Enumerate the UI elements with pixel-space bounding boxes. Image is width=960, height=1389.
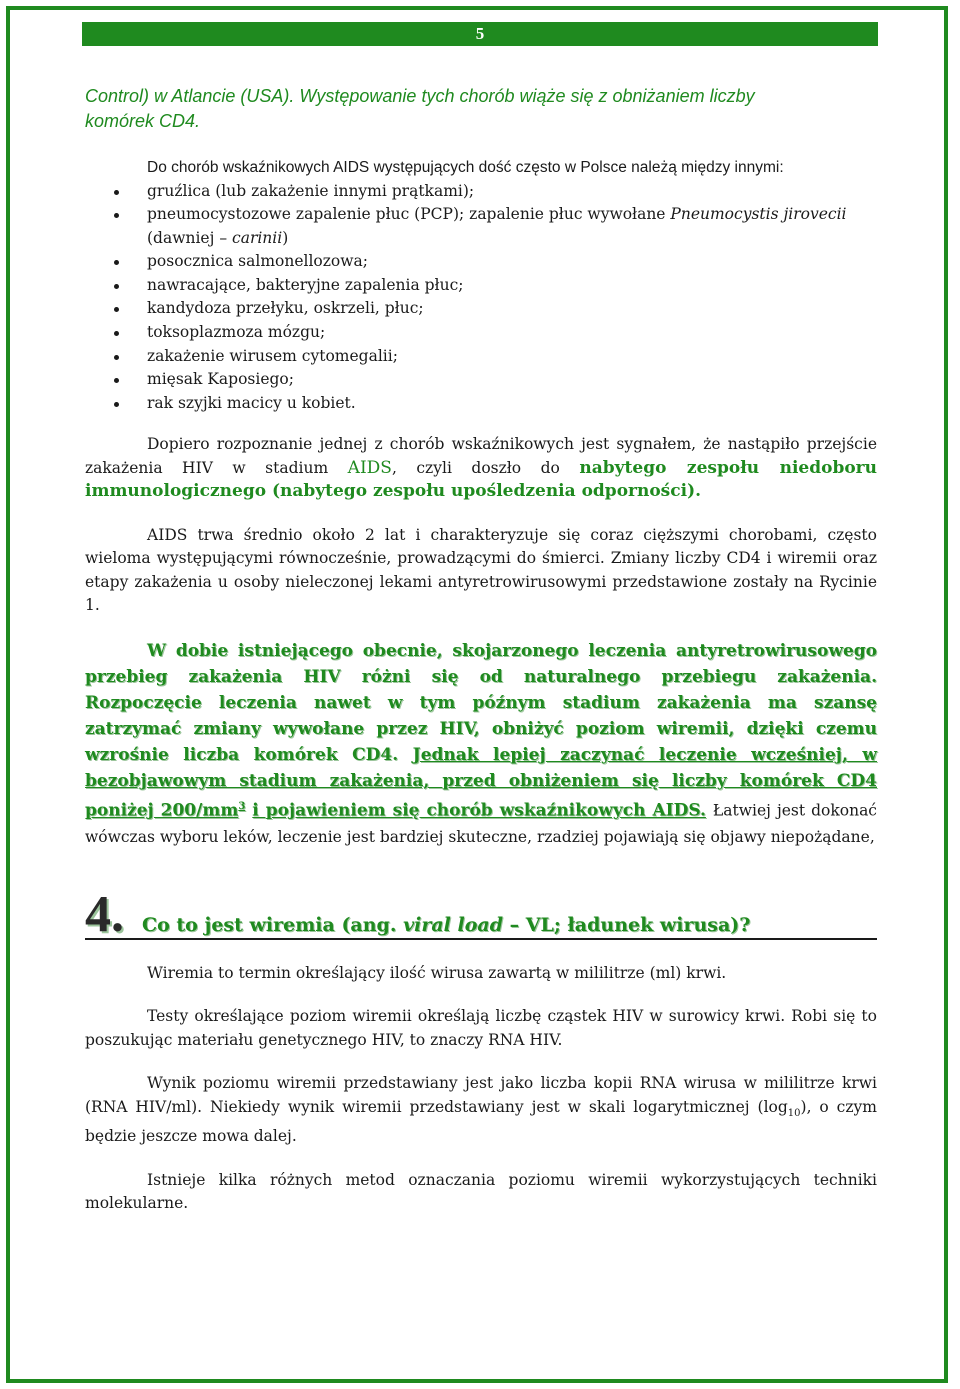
treatment-underlined-text: Jednak lepiej zaczynać leczenie wcześniej, w bezobjawowym stadium zakażenia, przed obniżeniem się liczby komórek CD4 poniżej 200/mm (85, 744, 878, 821)
section-4-heading (85, 878, 877, 943)
page-number-bar (82, 22, 878, 46)
treatment-paragraph: W dobie istniejącego obecnie, skojarzonego leczenia antyretrowirusowego przebieg zakażenia HIV różni się od naturalnego przebiegu zakażenia. Rozpoczęcie leczenia nawet w tym późnym stadium zakażenia ma szansę zatrzymać zmiany wywołane przez HIV, obniżyć poziom wiremii, dzięki czemu wzrośnie liczba komórek CD4. Jednak lepiej zaczynać leczenie wcześniej, w bezobjawowym stadium zakażenia, przed obniżeniem się liczby komórek CD4 poniżej $200/mm^3$ i pojawieniem się chorób wskaźnikowych AIDS. Łatwiej jest dokonać wówczas wyboru leków, leczenie jest bardziej skuteczne, rzadziej pojawiają się objawy niepożądane, (85, 640, 878, 846)
list-item: nawracające, bakteryjne zapalenia płuc; (85, 274, 877, 298)
list-item: pneumocystozowe zapalenie płuc (PCP); zapalenie płuc wywołane Pneumocystis jirovecii (dawniej – carinii) (85, 203, 877, 250)
list-item: gruźlica (lub zakażenie innymi prątkami); (85, 180, 877, 204)
pcp-species: Pneumocystis jirovecii (670, 205, 847, 224)
aids-definition: nabytego zespołu niedoboru immunologicznego (nabytego zespołu upośledzenia odporności). (85, 457, 877, 502)
intro-line-1: Control) w Atlancie (USA). Występowanie tych chorób wiąże się z obniżaniem liczby (85, 86, 755, 106)
list-item: toksoplazmoza mózgu; (85, 321, 877, 345)
indicator-diseases-list (85, 180, 877, 416)
treatment-plain-text: Łatwiej jest dokonać wówczas wyboru leków, leczenie jest bardziej skuteczne, rzadziej pojawiają się objawy niepożądane, (85, 801, 877, 846)
list-item: rak szyjki macicy u kobiet. (85, 392, 877, 416)
wiremia-methods: Istnieje kilka różnych metod oznaczania poziomu wiremii wykorzystujących techniki molekularne. (85, 1170, 877, 1213)
list-item: zakażenie wirusem cytomegalii; (85, 345, 877, 369)
intro-line-2: komórek CD4. (85, 111, 201, 131)
treatment-bold-text: W dobie istniejącego obecnie, skojarzonego leczenia antyretrowirusowego przebieg zakażenia HIV różni się od naturalnego przebiegu zakażenia. Rozpoczęcie leczenia nawet w tym późnym stadium zakażenia ma szansę zatrzymać zmiany wywołane przez HIV, obniżyć poziom wiremii, dzięki czemu wzrośnie liczba komórek CD4. (85, 640, 877, 765)
section-number: 4. (85, 885, 124, 943)
indicators-lead: Do chorób wskaźnikowych AIDS występujących dość często w Polsce należą między innymi: (147, 159, 784, 176)
list-item: mięsak Kaposiego; (85, 368, 877, 392)
list-item: posocznica salmonellozowa; (85, 250, 877, 274)
wiremia-tests: Testy określające poziom wiremii określają liczbę cząstek HIV w surowicy krwi. Robi się to poszukując materiału genetycznego HIV, to znaczy RNA HIV. (85, 1007, 877, 1049)
page-number: 5 (475, 24, 485, 43)
wiremia-definition: Wiremia to termin określający ilość wirusa zawartą w mililitrze (ml) krwi. (147, 963, 727, 982)
section-title: Co to jest wiremia (ang. viral load – VL; ładunek wirusa)? (142, 913, 751, 936)
aids-duration-paragraph: AIDS trwa średnio około 2 lat i charakteryzuje się coraz cięższymi chorobami, często wieloma występującymi równocześnie, prowadzącymi do śmierci. Zmiany liczby CD4 i wiremii oraz etapy zakażenia u osoby nieleczonej lekami antyretrowirusowymi przedstawione zostały na Rycinie 1. (85, 525, 877, 615)
wiremia-result: Wynik poziomu wiremii przedstawiany jest jako liczba kopii RNA wirusa w mililitrze krwi (RNA HIV/ml). Niekiedy wynik wiremii przedstawiany jest w skali logarytmicznej $(\log_{10})$, o czym będzie jeszcze mowa dalej. (85, 1074, 877, 1146)
intro-paragraph (85, 84, 877, 134)
list-item: kandydoza przełyku, oskrzeli, płuc; (85, 297, 877, 321)
page-content (85, 84, 877, 1216)
aids-term: AIDS (347, 457, 392, 478)
aids-transition-paragraph: Dopiero rozpoznanie jednej z chorób wskaźnikowych jest sygnałem, że nastąpiło przejście zakażenia HIV w stadium AIDS, czyli doszło do nabytego zespołu niedoboru immunologicznego (nabytego zespołu upośledzenia odporności). (85, 435, 877, 502)
